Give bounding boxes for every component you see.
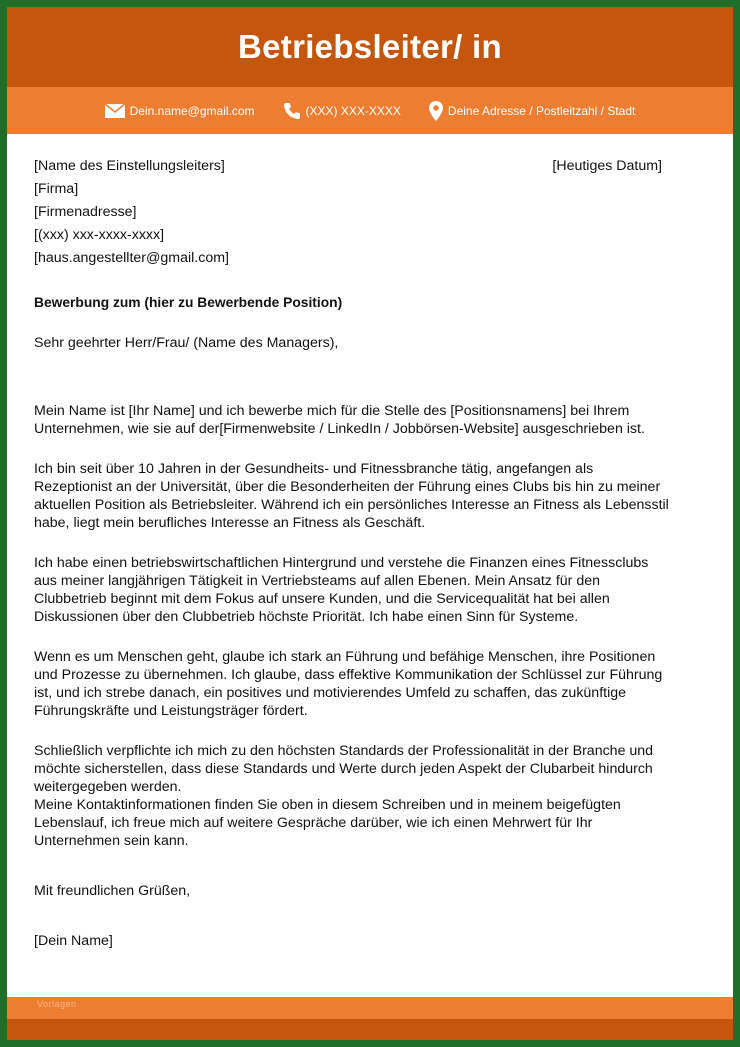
letter-page [7, 7, 733, 1040]
paragraph-experience: Ich bin seit über 10 Jahren in der Gesundheits- und Fitnessbranche tätig, angefangen als Rezeptionist an der Universität, über die Besonderheiten der Führung eines Clubs bis hin zu meiner aktuellen Position als Betriebsleiter. Während ich ein persönliches Interesse an Fitness als Lebensstil habe, liegt mein berufliches Interesse an Fitness als Geschäft. [34, 461, 669, 531]
paragraph-leadership: Wenn es um Menschen geht, glaube ich stark an Führung und befähige Menschen, ihre Positionen und Prozesse zu übernehmen. Ich glaube, dass effektive Kommunikation der Schlüssel zur Führung ist, und ich strebe danach, ein positives und motivierendes Umfeld zu schaffen, das zukünftige Führungskräfte und Leistungsträger fördert. [34, 649, 663, 719]
letter-salutation: Sehr geehrter Herr/Frau/ (Name des Managers), [34, 335, 339, 351]
recipient-name: [Name des Einstellungsleiters] [34, 158, 225, 174]
contact-phone-text: (XXX) XXX-XXXX [305, 103, 401, 118]
contact-bar [7, 87, 733, 134]
envelope-icon [105, 104, 125, 118]
footer-bar-dark [7, 1019, 733, 1040]
letter-subject: Bewerbung zum (hier zu Bewerbende Position) [34, 295, 343, 310]
phone-icon [283, 102, 301, 120]
footer-bar [7, 997, 733, 1019]
letter-body [34, 157, 674, 950]
header-banner [7, 7, 733, 87]
paragraph-background: Ich habe einen betriebswirtschaftlichen Hintergrund und verstehe die Finanzen eines Fitnessclubs aus meiner langjährigen Tätigkeit in Vertriebsteams auf allen Ebenen. Mein Ansatz für den Clubbetrieb beginnt mit dem Fokus auf unsere Kunden, und die Servicequalität hat bei allen Diskussionen über den Clubbetrieb höchste Priorität. Ich habe einen Sinn für Systeme. [34, 555, 649, 625]
letter-date: [Heutiges Datum] [552, 158, 662, 174]
location-pin-icon [429, 101, 443, 121]
contact-address [429, 101, 635, 121]
contact-address-text: Deine Adresse / Postleitzahl / Stadt [447, 103, 636, 118]
page-title: Betriebsleiter/ in [238, 28, 502, 65]
recipient-company: [Firma] [34, 181, 79, 197]
contact-phone [283, 102, 401, 120]
letter-signature: [Dein Name] [34, 933, 113, 949]
recipient-address: [Firmenadresse] [34, 204, 137, 220]
contact-email-text: Dein.name@gmail.com [129, 103, 255, 118]
paragraph-closing: Meine Kontaktinformationen finden Sie oben in diesem Schreiben und in meinem beigefügten Lebenslauf, ich freue mich auf weitere Gespräche darüber, wie ich einen Mehrwert für Ihr Unternehmen sein kann. [34, 797, 621, 849]
recipient-email: [haus.angestellter@gmail.com] [34, 250, 229, 266]
contact-email [105, 104, 255, 118]
footer-watermark: Vorlagen [37, 999, 77, 1009]
recipient-row [34, 157, 674, 180]
paragraph-intro: Mein Name ist [Ihr Name] und ich bewerbe mich für die Stelle des [Positionsnamens] bei Ihrem Unternehmen, wie sie auf der[Firmenwebsite / LinkedIn / Jobbörsen-Website] ausgeschrieben ist. [34, 403, 645, 437]
recipient-phone: [(xxx) xxx-xxxx-xxxx] [34, 227, 165, 243]
letter-signoff: Mit freundlichen Grüßen, [34, 883, 191, 899]
paragraph-standards: Schließlich verpflichte ich mich zu den höchsten Standards der Professionalität in der Branche und möchte sicherstellen, dass diese Standards und Werte durch jeden Aspekt der Clubarbeit hindurch weitergegeben werden. [34, 743, 654, 795]
